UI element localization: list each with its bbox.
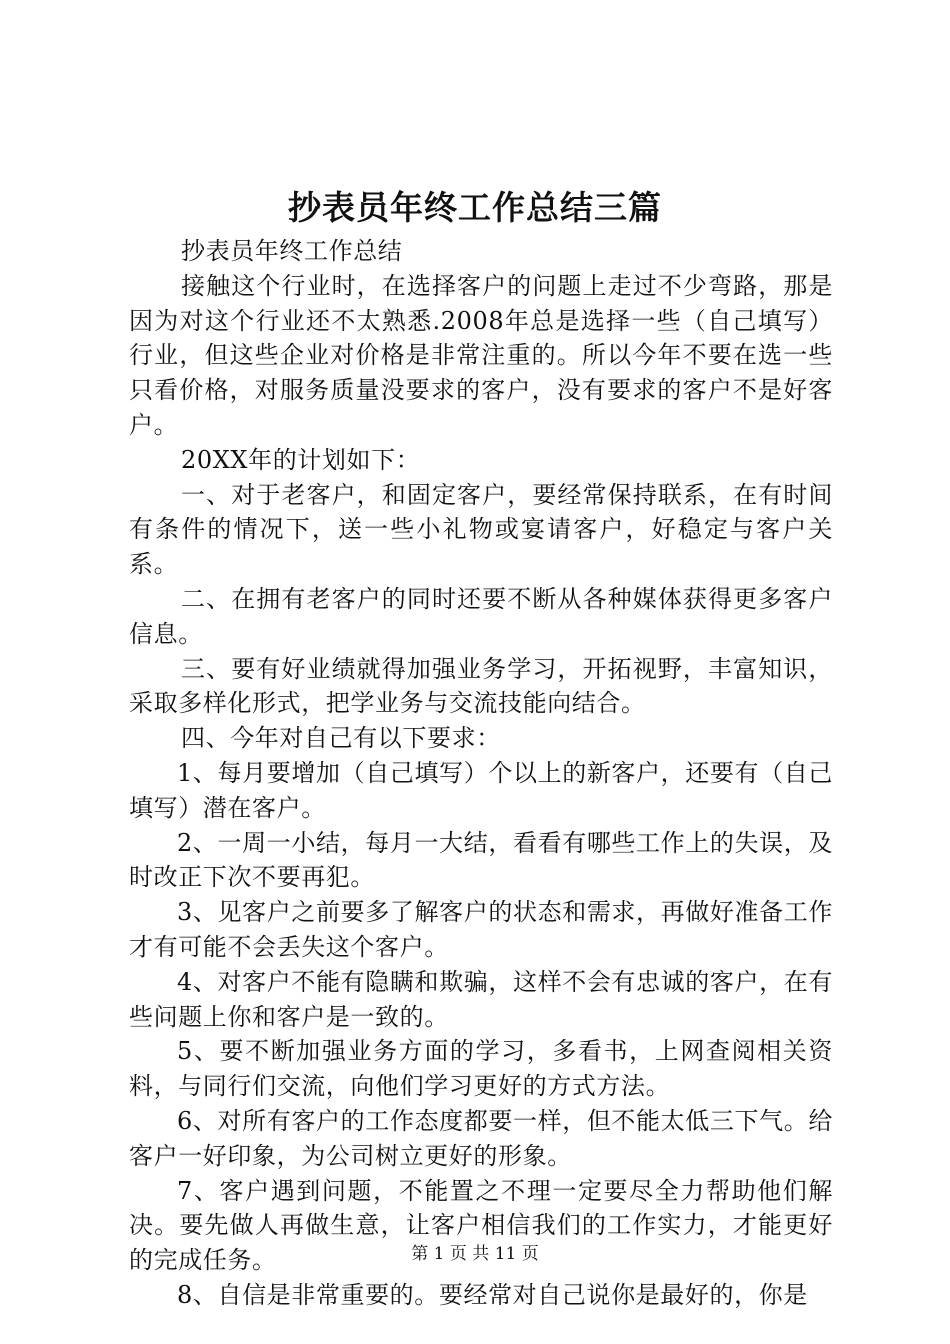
paragraph-requirement-3: 3、见客户之前要多了解客户的状态和需求，再做好准备工作才有可能不会丢失这个客户。 xyxy=(129,898,833,961)
paragraph-plan-3: 三、要有好业绩就得加强业务学习，开拓视野，丰富知识，采取多样化形式，把学业务与交流技能向结合。 xyxy=(129,654,833,718)
document-body xyxy=(129,234,833,1313)
paragraph-requirement-2: 2、一周一小结，每月一大结，看看有哪些工作上的失误，及时改正下次不要再犯。 xyxy=(129,828,833,892)
paragraph-requirement-6: 6、对所有客户的工作态度都要一样，但不能太低三下气。给客户一好印象，为公司树立更好的形象。 xyxy=(129,1106,833,1170)
page-number-footer: 第 1 页 共 11 页 xyxy=(411,1244,539,1264)
paragraph-intro: 接触这个行业时，在选择客户的问题上走过不少弯路，那是因为对这个行业还不太熟悉.2008年总是选择一些（自己填写）行业，但这些企业对价格是非常注重的。所以今年不要在选一些只看价格，对服务质量没要求的客户，没有要求的客户不是好客户。 xyxy=(129,271,833,439)
paragraph-plan-1: 一、对于老客户，和固定客户，要经常保持联系，在有时间有条件的情况下，送一些小礼物或宴请客户，好稳定与客户关系。 xyxy=(129,480,833,579)
paragraph-requirement-7: 7、客户遇到问题，不能置之不理一定要尽全力帮助他们解决。要先做人再做生意，让客户相信我们的工作实力，才能更好的完成任务。 xyxy=(129,1176,833,1275)
paragraph-subtitle: 抄表员年终工作总结 xyxy=(181,237,403,265)
paragraph-requirement-8: 8、自信是非常重要的。要经常对自己说你是最好的，你是 xyxy=(177,1280,808,1309)
paragraph-requirement-4: 4、对客户不能有隐瞒和欺骗，这样不会有忠诚的客户，在有些问题上你和客户是一致的。 xyxy=(129,967,833,1031)
paragraph-requirement-5: 5、要不断加强业务方面的学习，多看书，上网查阅相关资料，与同行们交流，向他们学习更好的方式方法。 xyxy=(129,1037,833,1101)
paragraph-plan-4: 四、今年对自己有以下要求： xyxy=(181,724,501,753)
paragraph-plan-heading: 20XX年的计划如下： xyxy=(181,445,421,474)
paragraph-requirement-1: 1、每月要增加（自己填写）个以上的新客户，还要有（自己填写）潜在客户。 xyxy=(129,758,833,822)
document-title: 抄表员年终工作总结三篇 xyxy=(288,188,662,227)
paragraph-plan-2: 二、在拥有老客户的同时还要不断从各种媒体获得更多客户信息。 xyxy=(129,584,833,648)
